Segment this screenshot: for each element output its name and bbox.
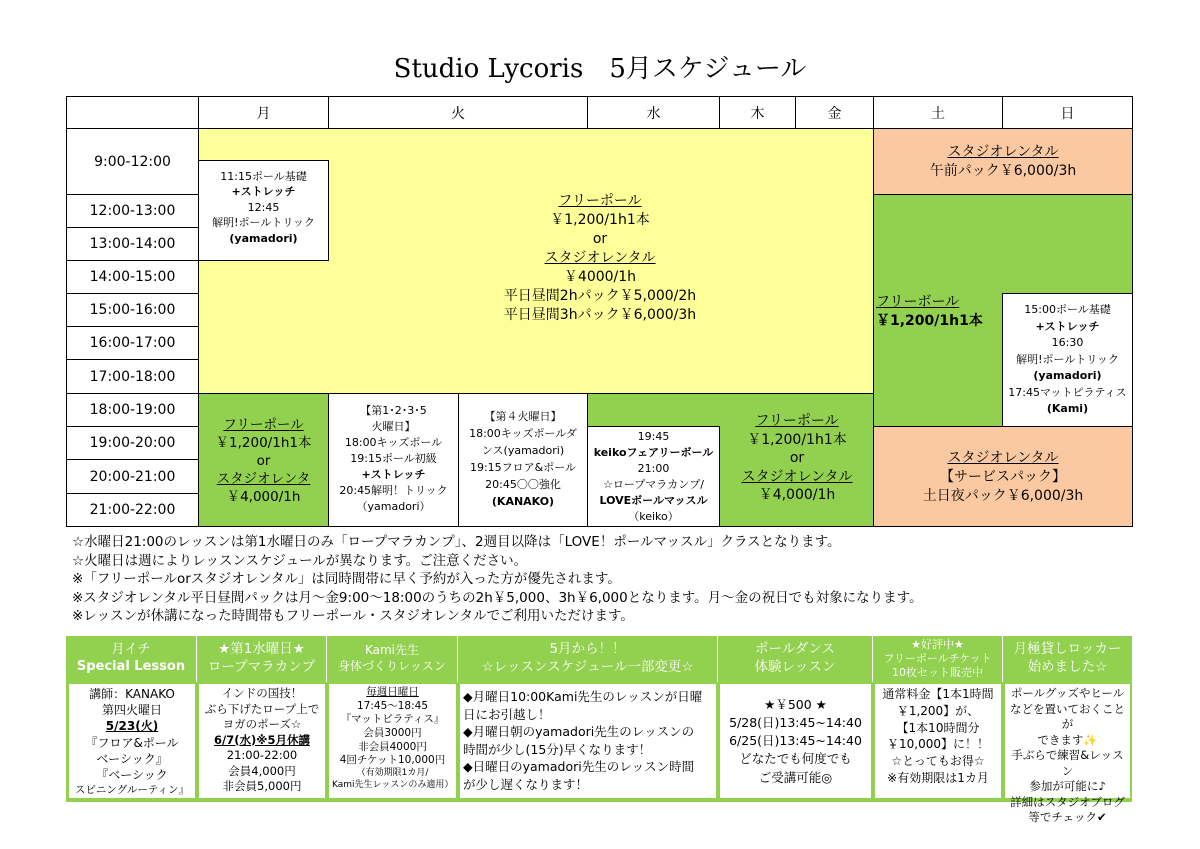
free-pole-label: フリーポール [558, 193, 642, 209]
band-header-line: 月極貸しロッカー [1013, 641, 1122, 658]
time-cell: 18:00-19:00 [66, 393, 199, 427]
time-cell: 17:00-18:00 [66, 359, 199, 394]
body-line: インドの国技！ [221, 686, 303, 700]
or-text: or [789, 450, 805, 466]
page-title: Studio Lycoris 5月スケジュール [393, 54, 807, 84]
time-cell: 16:00-17:00 [66, 326, 199, 360]
band-header-trial [718, 636, 873, 682]
lesson-line: LOVEボールマッスル [599, 494, 708, 507]
free-pole-label: フリーボール [876, 294, 960, 310]
price-text: ￥1,200/1h1本 [876, 313, 983, 329]
band-header-line: 身体づくりレッスン [338, 659, 446, 673]
body-line: できます✨ [1037, 732, 1098, 747]
body-line: 『フロア&ポール [85, 735, 179, 750]
lesson-line: 12:45 [247, 200, 280, 214]
body-line: ご受講可能◎ [758, 769, 833, 785]
price-text: ￥1,200/1h1本 [747, 431, 847, 448]
band-header-line: ★第1水曜日★ [218, 641, 305, 658]
body-line: ◆月曜日10:00Kami先生のレッスンが日曜 [463, 689, 703, 704]
body-line: 6/7(水)※5月休講 [214, 732, 310, 747]
band-header-line: フリーポールチケット [883, 652, 992, 666]
or-text: or [256, 453, 271, 469]
band-header-locker [1003, 636, 1132, 682]
body-line: 【1本10時間分 [896, 720, 980, 735]
tue-lesson-week-4 [458, 393, 588, 527]
band-header-line: ★好評中★ [911, 638, 964, 652]
body-line: 4回チケット10,000円 [339, 754, 446, 767]
body-line: ￥10,000】に！！ [887, 737, 989, 752]
header-tue: 火 [328, 96, 588, 129]
lesson-line: 11:15ポール基礎 [220, 170, 307, 183]
note-line: ※スタジオレンタル平日昼間パックは月～金9:00～18:00のうちの2h￥5,000、3h￥6,000となります。月～金の祝日でも対象になります。 [72, 589, 923, 606]
time-cell: 20:00-21:00 [66, 459, 199, 494]
body-line: ベーシック』 [96, 751, 168, 766]
pack-text: 平日昼間2hパック￥5,000/2h [503, 288, 697, 304]
lesson-line: 18:00キッズポールダ [469, 427, 577, 440]
studio-rental-label: スタジオレンタル [741, 468, 853, 485]
studio-rental-label: スタジオレンタル [947, 144, 1059, 160]
lesson-line: 【第1･2･3･5 [360, 404, 427, 417]
lesson-line: 18:00キッズポール [344, 436, 443, 449]
lesson-line: （yamadori） [356, 500, 431, 513]
header-sat: 土 [873, 96, 1003, 129]
lesson-line: 16:30 [1051, 336, 1084, 349]
weekday-free-text [430, 192, 770, 325]
body-line: 6/25(日)13:45~14:40 [729, 733, 862, 749]
sun-lesson [1002, 293, 1133, 427]
band-header-line: ロープマラカンプ [207, 659, 316, 675]
price-text: ￥4,000/1h [226, 489, 301, 505]
body-line: 5/23(火) [105, 719, 159, 734]
lesson-line: (yamadori) [1033, 369, 1102, 382]
special-lesson-body [69, 684, 195, 798]
free-pole-label: フリーポール [755, 413, 839, 429]
band-header-line: 5月から！！ [549, 641, 626, 658]
body-line: 通常料金【1本1時間 [882, 687, 994, 701]
lesson-line: 17:45マットピラティス [1008, 385, 1127, 399]
body-line: （有効期限1カ月/ [356, 767, 429, 778]
lesson-line: 15:00ポール基礎 [1024, 303, 1111, 316]
schedule-change-body [460, 684, 716, 798]
free-pole-label: フリーポール [223, 417, 304, 433]
rope-body [199, 684, 325, 798]
lesson-line: （keiko） [628, 510, 679, 523]
band-header-line: ポールダンス [755, 641, 835, 658]
lesson-line: (yamadori) [229, 231, 298, 245]
band-header-line: Special Lesson [76, 659, 186, 674]
pack-text: 土日夜パック￥6,000/3h [922, 488, 1084, 504]
header-wed: 水 [587, 96, 720, 129]
header-fri: 金 [795, 96, 874, 129]
body-line: どなたでも何度でも [739, 751, 852, 767]
ticket-body [875, 684, 1001, 798]
lesson-line: 20:45解明！トリック [339, 484, 448, 497]
pack-text: 午前パック￥6,000/3h [929, 163, 1077, 179]
mon-evening-free [198, 393, 329, 527]
pack-text: 平日昼間3hパック￥6,000/3h [503, 307, 697, 323]
body-line: などを置いておくことが [1010, 701, 1125, 732]
lesson-line: +ストレッチ [231, 185, 296, 199]
note-line: ※レッスンが休講になった時間帯もフリーポール・スタジオレンタルでご利用いただけます。 [72, 608, 634, 624]
body-line: 『マットピラティス』 [340, 713, 445, 726]
lesson-line: +ストレッチ [1035, 319, 1100, 333]
body-line: 手ぶらで練習&レッスン [1011, 748, 1124, 778]
body-line: が少し遅くなります！ [463, 776, 589, 792]
band-header-kami [327, 636, 458, 682]
band-header-line: Kami先生 [364, 643, 420, 658]
body-line: 第四火曜日 [101, 703, 162, 718]
band-header-special-lesson [66, 636, 197, 682]
body-line: 5/28(日)13:45~14:40 [729, 715, 862, 731]
header-thu: 木 [719, 96, 796, 129]
lesson-line: 19:15ポール初級 [350, 452, 437, 465]
lesson-line: 19:15フロア&ポール [469, 461, 577, 474]
time-cell: 9:00-12:00 [66, 128, 199, 195]
corner-cell [66, 96, 199, 129]
lesson-line: (Kami) [1046, 402, 1089, 415]
lesson-line: 【第４火曜日】 [484, 410, 562, 423]
or-text: or [592, 231, 608, 247]
body-line: ☆とってもお得☆ [891, 754, 985, 769]
time-cell: 14:00-15:00 [66, 260, 199, 294]
body-line: 詳細はスタジオブログ [1010, 794, 1125, 809]
body-line: 『ベーシック [96, 767, 168, 782]
trial-body [720, 684, 871, 798]
band-header-line: 体験レッスン [754, 659, 836, 675]
lesson-line: 火曜日】 [371, 420, 416, 433]
band-header-line: 10枚セット販売中 [892, 665, 983, 679]
body-line: 日にお引越し！ [463, 706, 551, 722]
lesson-line: ☆ロープマラカンプ/ [602, 478, 705, 491]
body-line: 非会員4000円 [358, 740, 427, 753]
body-line: 会員4,000円 [228, 763, 296, 778]
body-line: ぶら下げたロープ上で [204, 701, 320, 716]
band-header-ticket [873, 636, 1003, 682]
body-line: 等でチェック✔ [1028, 810, 1107, 825]
kami-body [329, 684, 456, 798]
body-line: 参加が可能に♪ [1029, 779, 1106, 794]
note-line: ☆火曜日は週によりレッスンスケジュールが異なります。ご注意ください。 [72, 552, 528, 569]
studio-rental-label: スタジオレンタル [544, 250, 656, 266]
lesson-line: 21:00 [637, 462, 670, 475]
band-header-rope [197, 636, 327, 682]
header-mon: 月 [198, 96, 329, 129]
body-line: 21:00-22:00 [226, 748, 298, 763]
lesson-line: 19:45 [637, 430, 670, 443]
note-line: ☆水曜日21:00のレッスンは第1水曜日のみ「ロープマラカンプ」、2週目以降は「LOVE！ポールマッスル」クラスとなります。 [72, 534, 841, 550]
body-line: ◆月曜日朝のyamadori先生のレッスンの [463, 724, 695, 739]
band-header-line: ☆レッスンスケジュール一部変更☆ [481, 659, 694, 675]
lesson-line: 20:45〇〇強化 [485, 478, 561, 491]
time-cell: 12:00-13:00 [66, 194, 199, 228]
band-header-schedule-change [458, 636, 718, 682]
studio-rental-label: スタジオレンタル [947, 450, 1059, 466]
body-line: ※有効期限は1カ月 [887, 770, 989, 785]
body-line: ★￥500 ★ [764, 697, 827, 712]
lesson-line: 解明!ポールトリック [212, 216, 315, 230]
body-line: ◆日曜日のyamadori先生のレッスン時間 [463, 759, 695, 774]
body-line: 17:45～18:45 [356, 699, 429, 712]
price-text: ￥1,200/1h1本 [215, 435, 312, 451]
lesson-line: 解明!ポールトリック [1016, 352, 1119, 366]
price-text: ￥1,200/1h1本 [550, 212, 650, 228]
thu-fri-free-text [720, 412, 874, 505]
locker-body [1005, 684, 1130, 825]
header-sun: 日 [1002, 96, 1133, 129]
lesson-line: ンス(yamadori) [481, 444, 565, 457]
lesson-line: (KANAKO) [491, 495, 555, 508]
price-text: ￥4000/1h [563, 269, 637, 285]
lesson-line: +ストレッチ [361, 468, 426, 481]
time-cell: 21:00-22:00 [66, 493, 199, 527]
weekend-pm-rental [873, 426, 1133, 527]
time-cell: 19:00-20:00 [66, 426, 199, 460]
time-cell: 13:00-14:00 [66, 227, 199, 261]
lesson-line: keikoフェアリーボール [593, 446, 714, 459]
body-line: ￥1,200】が、 [896, 703, 980, 718]
band-header-line: 月イチ [111, 642, 151, 658]
time-cell: 15:00-16:00 [66, 293, 199, 327]
studio-rental-label: スタジオレンタ [216, 471, 311, 487]
wed-evening-lesson [587, 426, 720, 527]
weekend-am-rental [873, 128, 1133, 195]
band-header-line: 始めました☆ [1027, 659, 1108, 675]
service-pack-label: 【サービスパック】 [940, 469, 1066, 485]
note-line: ※「フリーポールorスタジオレンタル」は同時間帯に早く予約が入った方が優先されます。 [72, 571, 621, 587]
body-line: 講師：KANAKO [89, 687, 175, 701]
notes [72, 533, 923, 626]
mon-morning-lesson [198, 160, 329, 261]
body-line: ヨガのポーズ☆ [222, 717, 302, 732]
body-line: スピニングルーティン』 [74, 784, 190, 797]
body-line: 時間が少し(15分)早くなります！ [463, 741, 652, 757]
body-line: ポールグッズやヒール [1010, 686, 1125, 700]
price-text: ￥4,000/1h [758, 487, 836, 503]
body-line: 会員3000円 [363, 726, 422, 739]
body-line: 毎週日曜日 [366, 686, 419, 698]
body-line: Kami先生レッスンのみ適用） [332, 779, 454, 790]
tue-lesson-weeks-1235 [328, 393, 459, 527]
body-line: 非会員5,000円 [222, 779, 302, 794]
